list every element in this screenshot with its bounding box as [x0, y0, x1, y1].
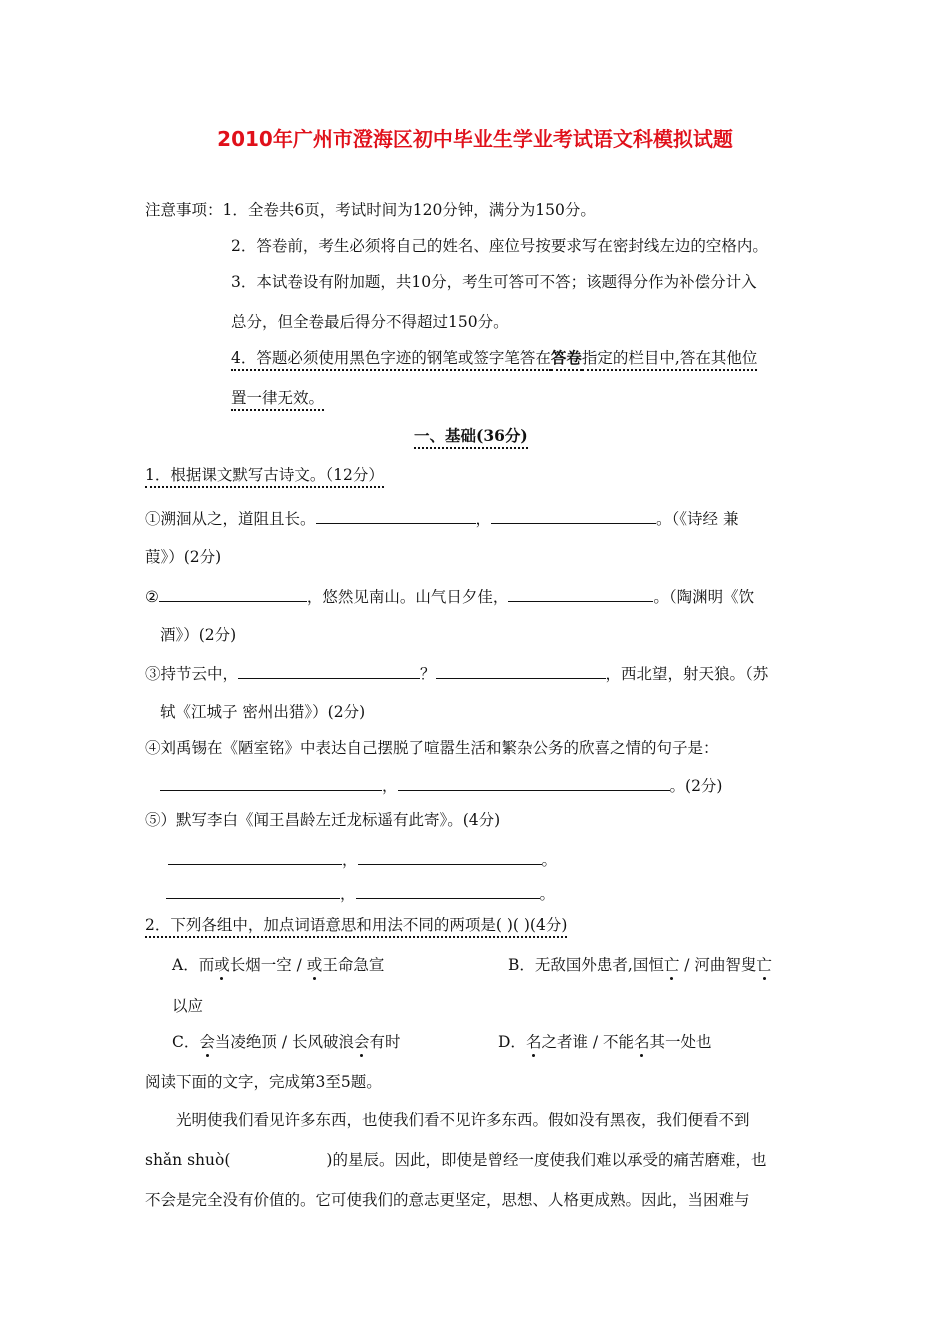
q2-option-b: [508, 955, 772, 975]
q1-item-1-text: ①溯洄从之，道阻且长。: [145, 510, 316, 528]
q1-item-5-line-2: [166, 882, 555, 904]
q1-item-1-source: 。（《诗经 兼: [656, 510, 739, 528]
q2-option-b-mark-1: 亡: [663, 956, 680, 974]
answer-blank[interactable]: [436, 662, 606, 679]
q2-option-c-3: 有时: [369, 1033, 401, 1051]
q1-item-2-num: ②: [145, 588, 159, 606]
q2-option-a-mark-2: 或: [306, 956, 323, 974]
q1-item-2-source: 。（陶渊明《饮: [653, 588, 755, 606]
q2-option-d: [498, 1032, 712, 1052]
q1-item-3-cont: 轼《江城子 密州出猎》）(2分): [160, 703, 366, 721]
answer-blank[interactable]: [168, 848, 342, 865]
answer-blank[interactable]: [159, 585, 307, 602]
answer-blank[interactable]: [356, 882, 540, 899]
q2-option-a-mark-1: 或: [214, 956, 230, 974]
q2-option-c-1: C．: [172, 1033, 200, 1051]
q1-item-3-q: ？: [420, 665, 436, 683]
q2-option-c-mark-1: 会: [199, 1033, 215, 1051]
q2-heading-text: 2．下列各组中，加点词语意思和用法不同的两项是( )( )(4分): [145, 916, 567, 938]
q2-option-a-3: 王命急宣: [322, 956, 385, 974]
q1-item-2-cont: 酒》）(2分): [160, 626, 237, 644]
answer-blank[interactable]: [160, 774, 382, 791]
q2-option-c-mark-2: 会: [353, 1033, 370, 1051]
answer-blank[interactable]: [238, 662, 420, 679]
q1-item-1-comma: ，: [475, 510, 492, 528]
pinyin-prompt: shǎn shuò(: [145, 1151, 231, 1169]
q1-item-3: [145, 662, 768, 684]
notes-answer-sheet: 答卷: [551, 348, 582, 371]
notes-line-6: [231, 388, 324, 408]
answer-blank[interactable]: [508, 585, 653, 602]
reading-para-line-2-text: )的星辰。因此，即使是曾经一度使我们难以承受的痛苦磨难，也: [326, 1151, 767, 1169]
exam-title: 2010年广州市澄海区初中毕业生学业考试语文科模拟试题: [217, 127, 733, 151]
q2-option-c-2: 当凌绝顶 / 长风破浪: [214, 1033, 354, 1051]
q1-item-5-period-2: 。: [539, 885, 556, 903]
reading-para-line-2: [145, 1150, 766, 1170]
section-heading: [414, 426, 528, 446]
q1-item-5-period-1: 。: [541, 851, 558, 869]
q1-item-1: [145, 507, 738, 529]
q2-option-a-2: 长烟一空 /: [229, 956, 307, 974]
q2-option-b-mark-2: 亡: [756, 956, 772, 974]
notes-line-5: [231, 348, 757, 368]
reading-para-line-1: 光明使我们看见许多东西，也使我们看不见许多东西。假如没有黑夜，我们便看不到: [176, 1111, 750, 1129]
q2-option-c: [172, 1032, 401, 1052]
q1-item-4: ④刘禹锡在《陋室铭》中表达自己摆脱了喧嚣生活和繁杂公务的欣喜之情的句子是：: [145, 739, 719, 757]
q1-item-4-score: 。(2分): [669, 777, 723, 795]
notes-line-4: 总分，但全卷最后得分不得超过150分。: [231, 313, 509, 331]
q1-item-1-cont: 葭》）(2分): [145, 548, 222, 566]
answer-blank[interactable]: [398, 774, 670, 791]
q2-option-d-mark-2: 名: [634, 1033, 650, 1051]
reading-para-line-3: 不会是完全没有价值的。它可使我们的意志更坚定，思想、人格更成熟。因此，当困难与: [145, 1191, 750, 1209]
answer-blank[interactable]: [316, 507, 476, 524]
q2-option-d-2: 之者谁 / 不能: [541, 1033, 635, 1051]
answer-blank[interactable]: [166, 882, 340, 899]
q2-option-d-1: D．: [498, 1033, 526, 1051]
q2-option-d-mark-1: 名: [525, 1033, 542, 1051]
q1-heading: [145, 465, 384, 485]
q2-option-b-cont: 以应: [172, 997, 204, 1015]
q1-item-5-comma-1: ，: [342, 851, 358, 869]
q1-item-3-text: ③持节云中，: [145, 665, 239, 683]
q1-item-5: ⑤）默写李白《闻王昌龄左迁龙标遥有此寄》。(4分): [145, 811, 501, 829]
notes-line-6-text: 置一律无效。: [231, 389, 324, 411]
q1-item-3-source: ，西北望，射天狼。（苏: [605, 665, 769, 683]
q2-option-a: [172, 955, 384, 975]
reading-intro: 阅读下面的文字，完成第3至5题。: [145, 1073, 382, 1091]
q1-item-4-answer: [160, 774, 722, 796]
answer-blank[interactable]: [358, 848, 542, 865]
notes-line-3: 3．本试卷设有附加题，共10分，考生可答可不答；该题得分作为补偿分计入: [231, 273, 757, 291]
answer-blank[interactable]: [491, 507, 656, 524]
section-heading-text: 一、基础(36分): [414, 426, 528, 449]
q1-item-5-comma-2: ，: [340, 885, 356, 903]
notes-line-5-text-c: 指定的栏目中,答在其他位: [582, 349, 757, 371]
q2-option-b-2: / 河曲智叟: [679, 956, 757, 974]
q1-item-5-line-1: [168, 848, 557, 870]
q1-item-2: [145, 585, 754, 607]
notes-line-1: 注意事项：1．全卷共6页，考试时间为120分钟，满分为150分。: [145, 201, 596, 219]
notes-line-5-text-a: 4．答题必须使用黑色字迹的钢笔或签字笔答在: [231, 349, 551, 371]
q1-heading-text: 1．根据课文默写古诗文。（12分）: [145, 466, 384, 488]
q2-option-d-3: 其一处也: [649, 1033, 712, 1051]
q2-option-b-1: B．无敌国外患者,国恒: [508, 956, 664, 974]
q2-heading: [145, 915, 567, 935]
q2-option-a-1: A．而: [172, 956, 215, 974]
notes-line-2: 2．答卷前，考生必须将自己的姓名、座位号按要求写在密封线左边的空格内。: [231, 237, 768, 255]
q1-item-2-text: ，悠然见南山。山气日夕佳，: [306, 588, 509, 606]
q1-item-4-comma: ，: [382, 777, 398, 795]
